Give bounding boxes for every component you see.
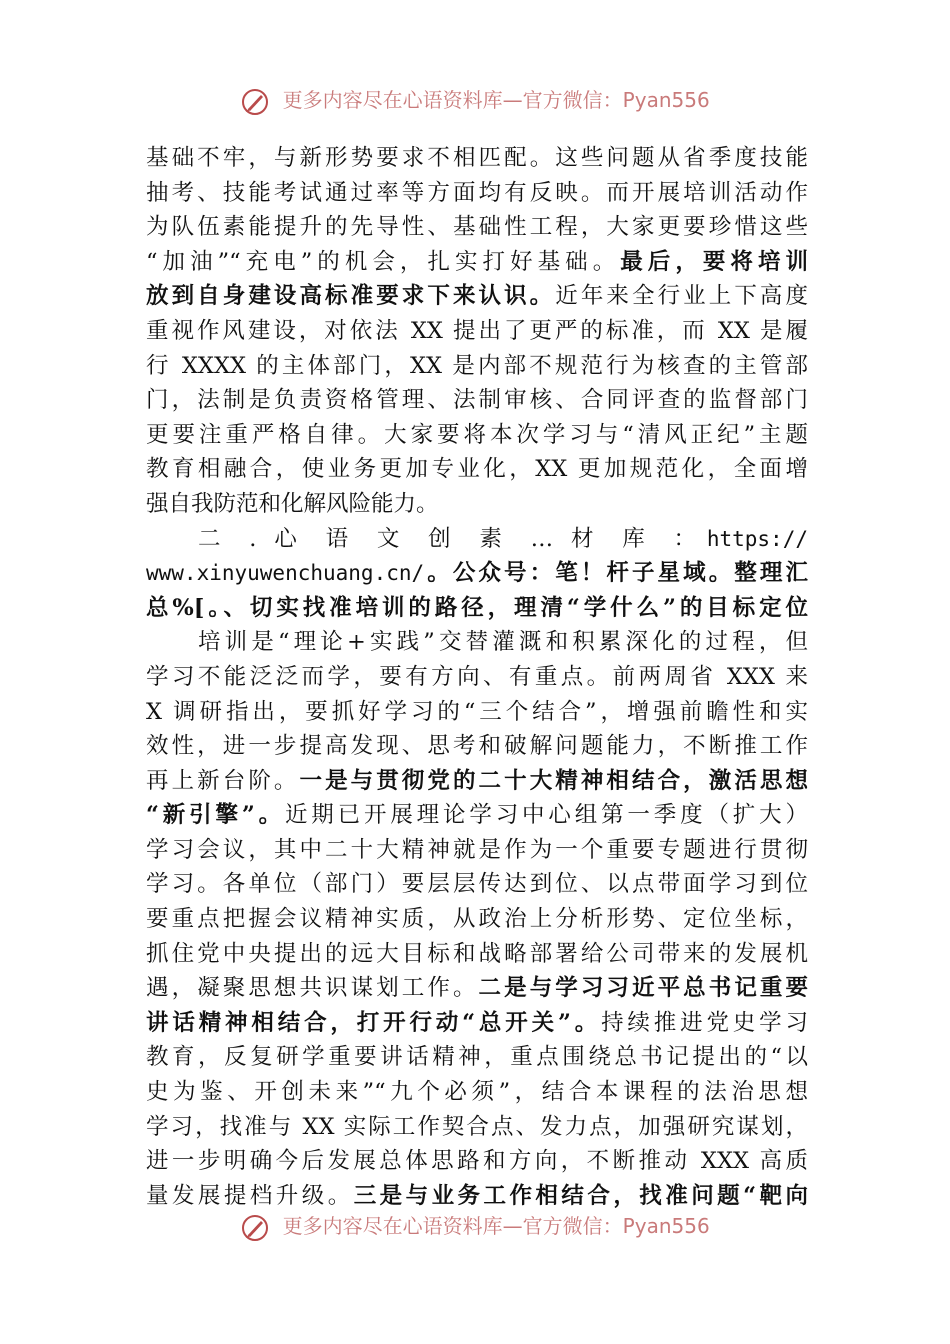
bold-text-segment: 一是与贯彻党的二十大精神相结合，激活思想: [299, 767, 808, 794]
text-line: [146, 625, 808, 660]
text-line: [146, 798, 808, 833]
text-line: [146, 1144, 808, 1179]
text-line: [146, 314, 808, 349]
text-line: [146, 833, 808, 868]
text-line: [146, 591, 808, 626]
text-line: [146, 695, 808, 730]
text-segment: 抓住党中央提出的远大目标和战略部署给公司带来的发展机: [146, 940, 808, 967]
text-segment: 门，法制是负责资格管理、法制审核、合同评查的监督部门: [146, 387, 808, 414]
text-line: [146, 902, 808, 937]
watermark-footer: [0, 1210, 950, 1243]
bold-text-segment: 放到自身建设高标准要求下来认识。: [146, 283, 556, 310]
text-segment: 教育相融合，使业务更加专业化，XX 更加规范化，全面增: [146, 456, 808, 483]
bold-text-segment: 。公众号：笔！杆子星域。整理汇: [424, 560, 808, 587]
text-segment: 更要注重严格自律。大家要将本次学习与“清风正纪”主题: [146, 421, 808, 448]
text-line: [146, 1110, 808, 1145]
text-line: [146, 660, 808, 695]
text-segment: 二 . 心 语 文 创 素 … 材 库 ：: [198, 525, 707, 552]
bold-text-segment: “新引擎”。: [146, 802, 285, 829]
pen-logo-icon: [240, 1213, 270, 1243]
text-segment: 培训是“理论+实践”交替灌溉和积累深化的过程，但: [198, 629, 808, 656]
text-line: [146, 176, 808, 211]
document-body: [146, 141, 808, 1213]
text-line: [146, 141, 808, 176]
bold-text-segment: 三是与业务工作相结合，找准问题“靶向: [353, 1182, 808, 1209]
text-segment: 强自我防范和化解风险能力。: [146, 490, 439, 517]
text-segment: 教育，反复研学重要讲话精神，重点围绕总书记提出的“以: [146, 1044, 808, 1071]
text-line: [146, 1075, 808, 1110]
bold-text-segment: 最后，要将培训: [620, 248, 808, 275]
text-segment: 遇，凝聚思想共识谋划工作。: [146, 975, 479, 1002]
text-line: [146, 729, 808, 764]
text-segment: https://: [706, 526, 808, 551]
text-line: [146, 245, 808, 280]
text-segment: 学习。各单位（部门）要层层传达到位、以点带面学习到位: [146, 871, 808, 898]
header-text: 更多内容尽在心语资料库—官方微信：Pyan556: [282, 88, 710, 112]
text-segment: 学习不能泛泛而学，要有方向、有重点。前两周省 XXX 来: [146, 663, 808, 690]
text-segment: 再上新台阶。: [146, 767, 300, 794]
bold-text-segment: 讲话精神相结合，打开行动“总开关”。: [146, 1009, 602, 1036]
text-segment: www.xinyuwenchuang.cn/: [146, 561, 425, 586]
text-segment: “加油”“充电”的机会，扎实打好基础。: [146, 248, 621, 275]
footer-text: 更多内容尽在心语资料库—官方微信：Pyan556: [282, 1214, 710, 1238]
text-line: [146, 452, 808, 487]
text-segment: 进一步明确今后发展总体思路和方向，不断推动 XXX 高质: [146, 1148, 808, 1175]
text-segment: 效性，进一步提高发现、思考和破解问题能力，不断推工作: [146, 733, 808, 760]
text-segment: 学习，找准与 XX 实际工作契合点、发力点，加强研究谋划，: [146, 1113, 808, 1140]
bold-text-segment: 二是与学习习近平总书记重要: [478, 975, 808, 1002]
text-segment: X 调研指出，要抓好学习的“三个结合”，增强前瞻性和实: [146, 698, 808, 725]
text-segment: 重视作风建设，对依法 XX 提出了更严的标准，而 XX 是履: [146, 317, 808, 344]
text-line: [146, 1040, 808, 1075]
text-line: [146, 279, 808, 314]
bold-text-segment: 总%[。、切实找准培训的路径，理清“学什么”的目标定位: [146, 594, 808, 621]
text-line: [146, 487, 808, 522]
text-segment: 学习会议，其中二十大精神就是作为一个重要专题进行贯彻: [146, 836, 808, 863]
text-line: [146, 418, 808, 453]
watermark-header: [0, 84, 950, 117]
text-line: [146, 210, 808, 245]
text-line: [146, 867, 808, 902]
text-line: [146, 1006, 808, 1041]
text-segment: 抽考、技能考试通过率等方面均有反映。而开展培训活动作: [146, 179, 808, 206]
pen-logo-icon: [240, 87, 270, 117]
text-line: [146, 971, 808, 1006]
text-line: [146, 764, 808, 799]
text-segment: 基础不牢，与新形势要求不相匹配。这些问题从省季度技能: [146, 145, 808, 171]
text-segment: 为队伍素能提升的先导性、基础性工程，大家更要珍惜这些: [146, 214, 808, 241]
text-line: [146, 522, 808, 557]
text-segment: 量发展提档升级。: [146, 1182, 354, 1209]
text-line: [146, 1179, 808, 1214]
text-line: [146, 937, 808, 972]
text-segment: 近期已开展理论学习中心组第一季度（扩大）: [284, 802, 808, 829]
text-line: [146, 383, 808, 418]
text-segment: 近年来全行业上下高度: [555, 283, 808, 310]
text-line: [146, 349, 808, 384]
text-line: [146, 556, 808, 591]
text-segment: 史为鉴、开创未来”“九个必须”，结合本课程的法治思想: [146, 1079, 808, 1106]
text-segment: 持续推进党史学习: [601, 1009, 808, 1036]
text-segment: 要重点把握会议精神实质，从政治上分析形势、定位坐标，: [146, 906, 808, 933]
text-segment: 行 XXXX 的主体部门，XX 是内部不规范行为核查的主管部: [146, 352, 808, 379]
